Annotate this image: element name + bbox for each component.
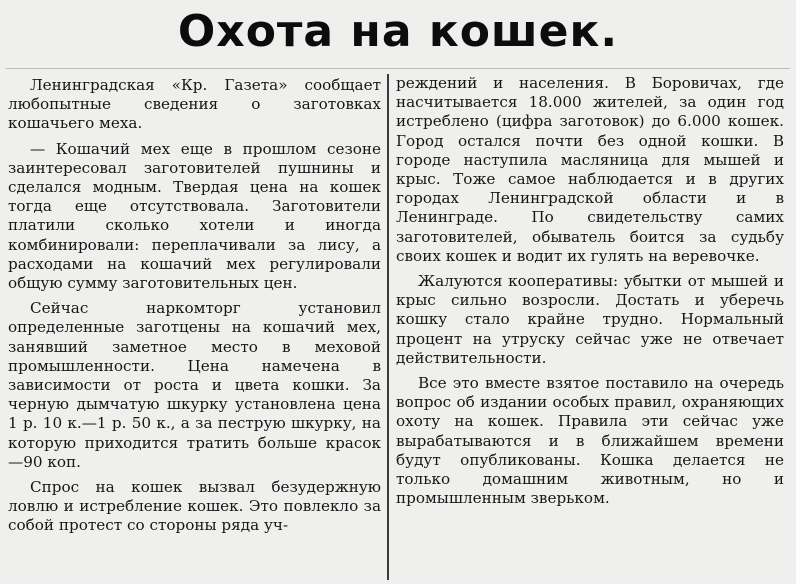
article-headline: Охота на кошек. — [177, 6, 619, 57]
column-divider — [387, 74, 389, 580]
paragraph-demand: Спрос на кошек вызвал безудержную ловлю и истребление кошек. Это повлекло за собой протест со стороны ряда уч- — [8, 478, 381, 535]
paragraph-prices: Сейчас наркомторг установил определенные заготцены на кошачий мех, занявший заметное место в меховой промышленности. Цена намечена в зависимости от роста и цвета кошки. За черную дымчатую шкурку установлена цена 1 р. 10 к.—1 р. 50 к., а за пеструю шкурку, на которую приходится тратить больше красок—90 коп. — [8, 299, 381, 471]
right-column — [396, 74, 784, 514]
paragraph-rules: Все это вместе взятое поставило на очередь вопрос об издании особых правил, охраняющих охоту на кошек. Правила эти сейчас уже вырабатываются и в ближайшем времени будут опубликованы. Кошка делается не только домашним животным, но и промышленным зверьком. — [396, 374, 784, 508]
paragraph-fur-season: — Кошачий мех еще в прошлом сезоне заинтересовал заготовителей пушнины и сделался модным. Твердая цена на кошек тогда еще отсутствовала. Заготовители платили сколько хотели и иногда комбинировали: переплачивали за лису, а расходами на кошачий мех регулировали общую сумму заготовительных цен. — [8, 139, 381, 293]
header-rule — [6, 68, 790, 69]
left-column — [8, 76, 381, 542]
paragraph-cooperatives: Жалуются кооперативы: убытки от мышей и крыс сильно возросли. Достать и уберечь кошку стало крайне трудно. Нормальный процент на утруску сейчас уже не отвечает действительности. — [396, 272, 784, 367]
paragraph-borovichi: реждений и населения. В Боровичах, где насчитывается 18.000 жителей, за один год истреблено (цифра заготовок) до 6.000 кошек. Город остался почти без одной кошки. В городе наступила масляница для мышей и крыс. Тоже самое наблюдается и в других городах Ленинградской области и в Ленинграде. По свидетельству самих заготовителей, обыватель боится за судьбу своих кошек и водит их гулять на веревочке. — [396, 74, 784, 265]
paragraph-intro: Ленинградская «Кр. Газета» сообщает любопытные сведения о заготовках кошачьего меха. — [8, 76, 381, 133]
